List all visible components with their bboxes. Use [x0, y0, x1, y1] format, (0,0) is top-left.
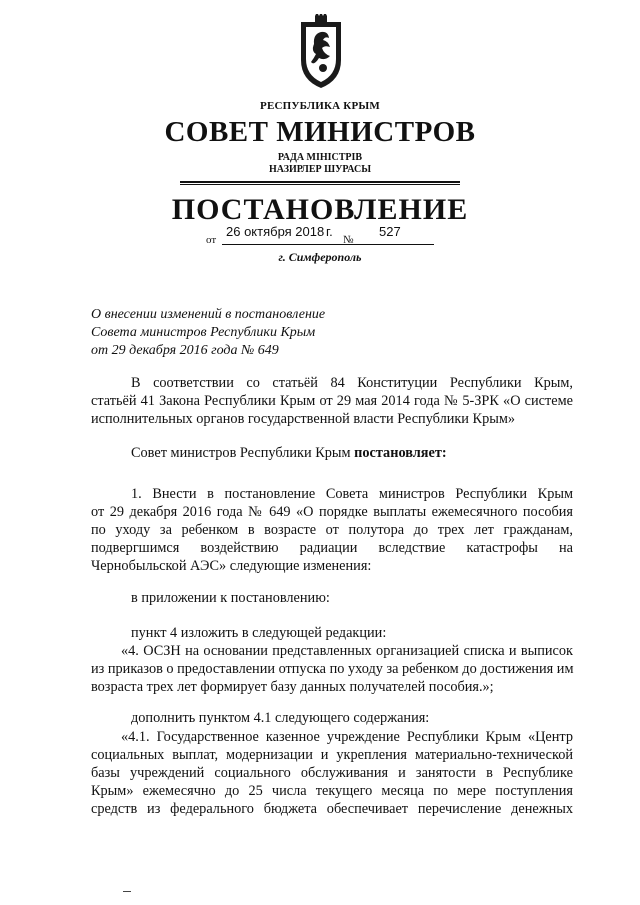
republic-title: РЕСПУБЛИКА КРЫМ: [260, 100, 380, 112]
point-41-text: [91, 728, 573, 818]
date-prefix: от: [206, 234, 217, 246]
number-prefix: №: [343, 234, 354, 246]
paragraph-line: «4.1. Государственное казенное учреждение Республики Крым «Центр: [121, 729, 573, 745]
document-number: 527: [379, 224, 401, 239]
council-title: СОВЕТ МИНИСТРОВ: [164, 116, 476, 148]
annex-line: в приложении к постановлению:: [131, 590, 330, 606]
council-title-ukrainian: РАДА МІНІСТРІВ: [277, 152, 363, 163]
paragraph-line: из приказов о предоставлении отпуска по уходу за ребенком до достижения им: [91, 661, 574, 677]
paragraph-line: возраста трех лет формирует базу данных получателей пособия.»;: [91, 679, 494, 695]
paragraph-line: по уходу за ребенком в возрасте от полутора до трех лет гражданам,: [91, 522, 573, 538]
paragraph-line: подвергшимся воздействию радиации вследствие катастрофы на: [91, 540, 573, 556]
point-4-text: [91, 642, 573, 696]
paragraph-line: Крым» ежемесячно до 25 числа текущего месяца по мере поступления: [91, 783, 573, 799]
subject-line: Совета министров Республики Крым: [91, 325, 316, 340]
paragraph-line: базы учреждений социального обслуживания и занятости в Республике: [91, 765, 573, 781]
item-1-paragraph: [91, 485, 573, 575]
point-41-intro: дополнить пунктом 4.1 следующего содержания:: [131, 710, 430, 726]
resolves-line: [131, 445, 447, 462]
paragraph-line: социальных выплат, модернизации и укрепления материально-технической: [91, 747, 573, 763]
registration-line: [206, 224, 436, 248]
crimea-coat-of-arms-icon: [297, 14, 345, 90]
document-type-title: ПОСТАНОВЛЕНИЕ: [171, 193, 469, 226]
header-divider-thin: [180, 184, 460, 185]
paragraph-line: 1. Внести в постановление Совета министров Республики Крым: [131, 486, 573, 502]
paragraph-line: В соответствии со статьёй 84 Конституции Республики Крым,: [131, 375, 573, 391]
header-divider: [180, 181, 460, 183]
page-bottom-mark: [123, 891, 131, 892]
registration-underline: [222, 244, 434, 245]
year-suffix: г.: [326, 224, 333, 239]
paragraph-line: исполнительных органов государственной власти Республики Крым»: [91, 411, 516, 427]
paragraph-line: «4. ОСЗН на основании представленных организацией списка и выписок: [121, 643, 573, 659]
paragraph-line: статьёй 41 Закона Республики Крым от 29 мая 2014 года № 5-ЗРК «О системе: [91, 393, 573, 409]
city-line: г. Симферополь: [278, 250, 362, 264]
subject-line: от 29 декабря 2016 года № 649: [91, 343, 279, 358]
document-date: 26 октября 2018: [226, 224, 325, 239]
subject-line: О внесении изменений в постановление: [91, 307, 326, 322]
point-4-intro: пункт 4 изложить в следующей редакции:: [131, 625, 387, 641]
resolves-keyword: постановляет:: [354, 445, 447, 461]
paragraph-line: от 29 декабря 2016 года № 649 «О порядке выплаты ежемесячного пособия: [91, 504, 573, 520]
document-subject: [91, 306, 325, 360]
preamble-paragraph: [91, 374, 573, 428]
resolves-text: Совет министров Республики Крым: [131, 445, 355, 461]
paragraph-line: Чернобыльской АЭС» следующие изменения:: [91, 558, 372, 574]
council-title-crimean-tatar: НАЗИРЛЕР ШУРАСЫ: [268, 164, 372, 175]
paragraph-line: средств из федерального бюджета обеспечивает перечисление денежных: [91, 801, 573, 817]
